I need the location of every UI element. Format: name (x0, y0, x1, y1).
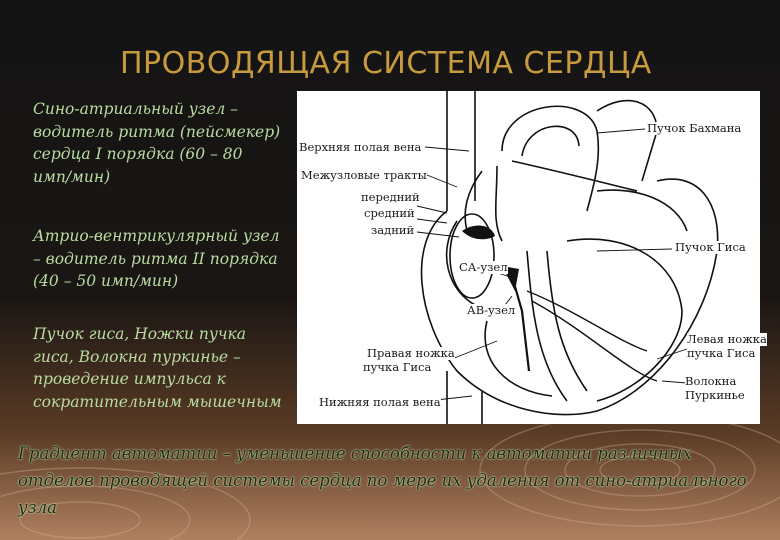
label-inferior-vena-cava: Нижняя полая вена (319, 395, 441, 409)
label-purkinje-line1: Волокна (685, 374, 737, 388)
label-posterior-tract: задний (371, 223, 415, 237)
heart-conduction-diagram (297, 91, 767, 424)
sa-node-description: Сино-атриальный узел – водитель ритма (пейсмекер) сердца I порядка (60 – 80 имп/мин) (33, 100, 281, 186)
av-node-description: Атрио-вентрикулярный узел – водитель ритма II порядка (40 – 50 имп/мин) (33, 227, 280, 290)
page-title: ПРОВОДЯЩАЯ СИСТЕМА СЕРДЦА (120, 46, 652, 81)
his-bundle-description: Пучок гиса, Ножки пучка гиса, Волокна пуркинье – проведение импульса к сократительным мышечным (33, 325, 282, 411)
label-right-bundle-line2: пучка Гиса (363, 360, 432, 374)
label-right-bundle-line1: Правая ножка (367, 346, 455, 360)
label-superior-vena-cava: Верхняя полая вена (299, 140, 422, 154)
label-bachmann-bundle: Пучок Бахмана (647, 121, 742, 135)
label-sa-node: СА-узел (459, 260, 508, 274)
label-his-bundle: Пучок Гиса (675, 240, 746, 254)
label-left-bundle-line1: Левая ножка (687, 332, 767, 346)
label-purkinje-line2: Пуркинье (685, 388, 745, 402)
label-internodal-tracts: Межузловые тракты (301, 168, 427, 182)
label-middle-tract: средний (364, 206, 415, 220)
label-av-node: АВ-узел (467, 303, 516, 317)
automaticity-gradient-text: Градиент автоматии – уменьшение способности к автоматии различных отделов проводящей системы сердца по мере их удаления от сино-атриального узла (18, 444, 747, 517)
label-anterior-tract: передний (361, 190, 420, 204)
label-left-bundle-line2: пучка Гиса (687, 346, 756, 360)
